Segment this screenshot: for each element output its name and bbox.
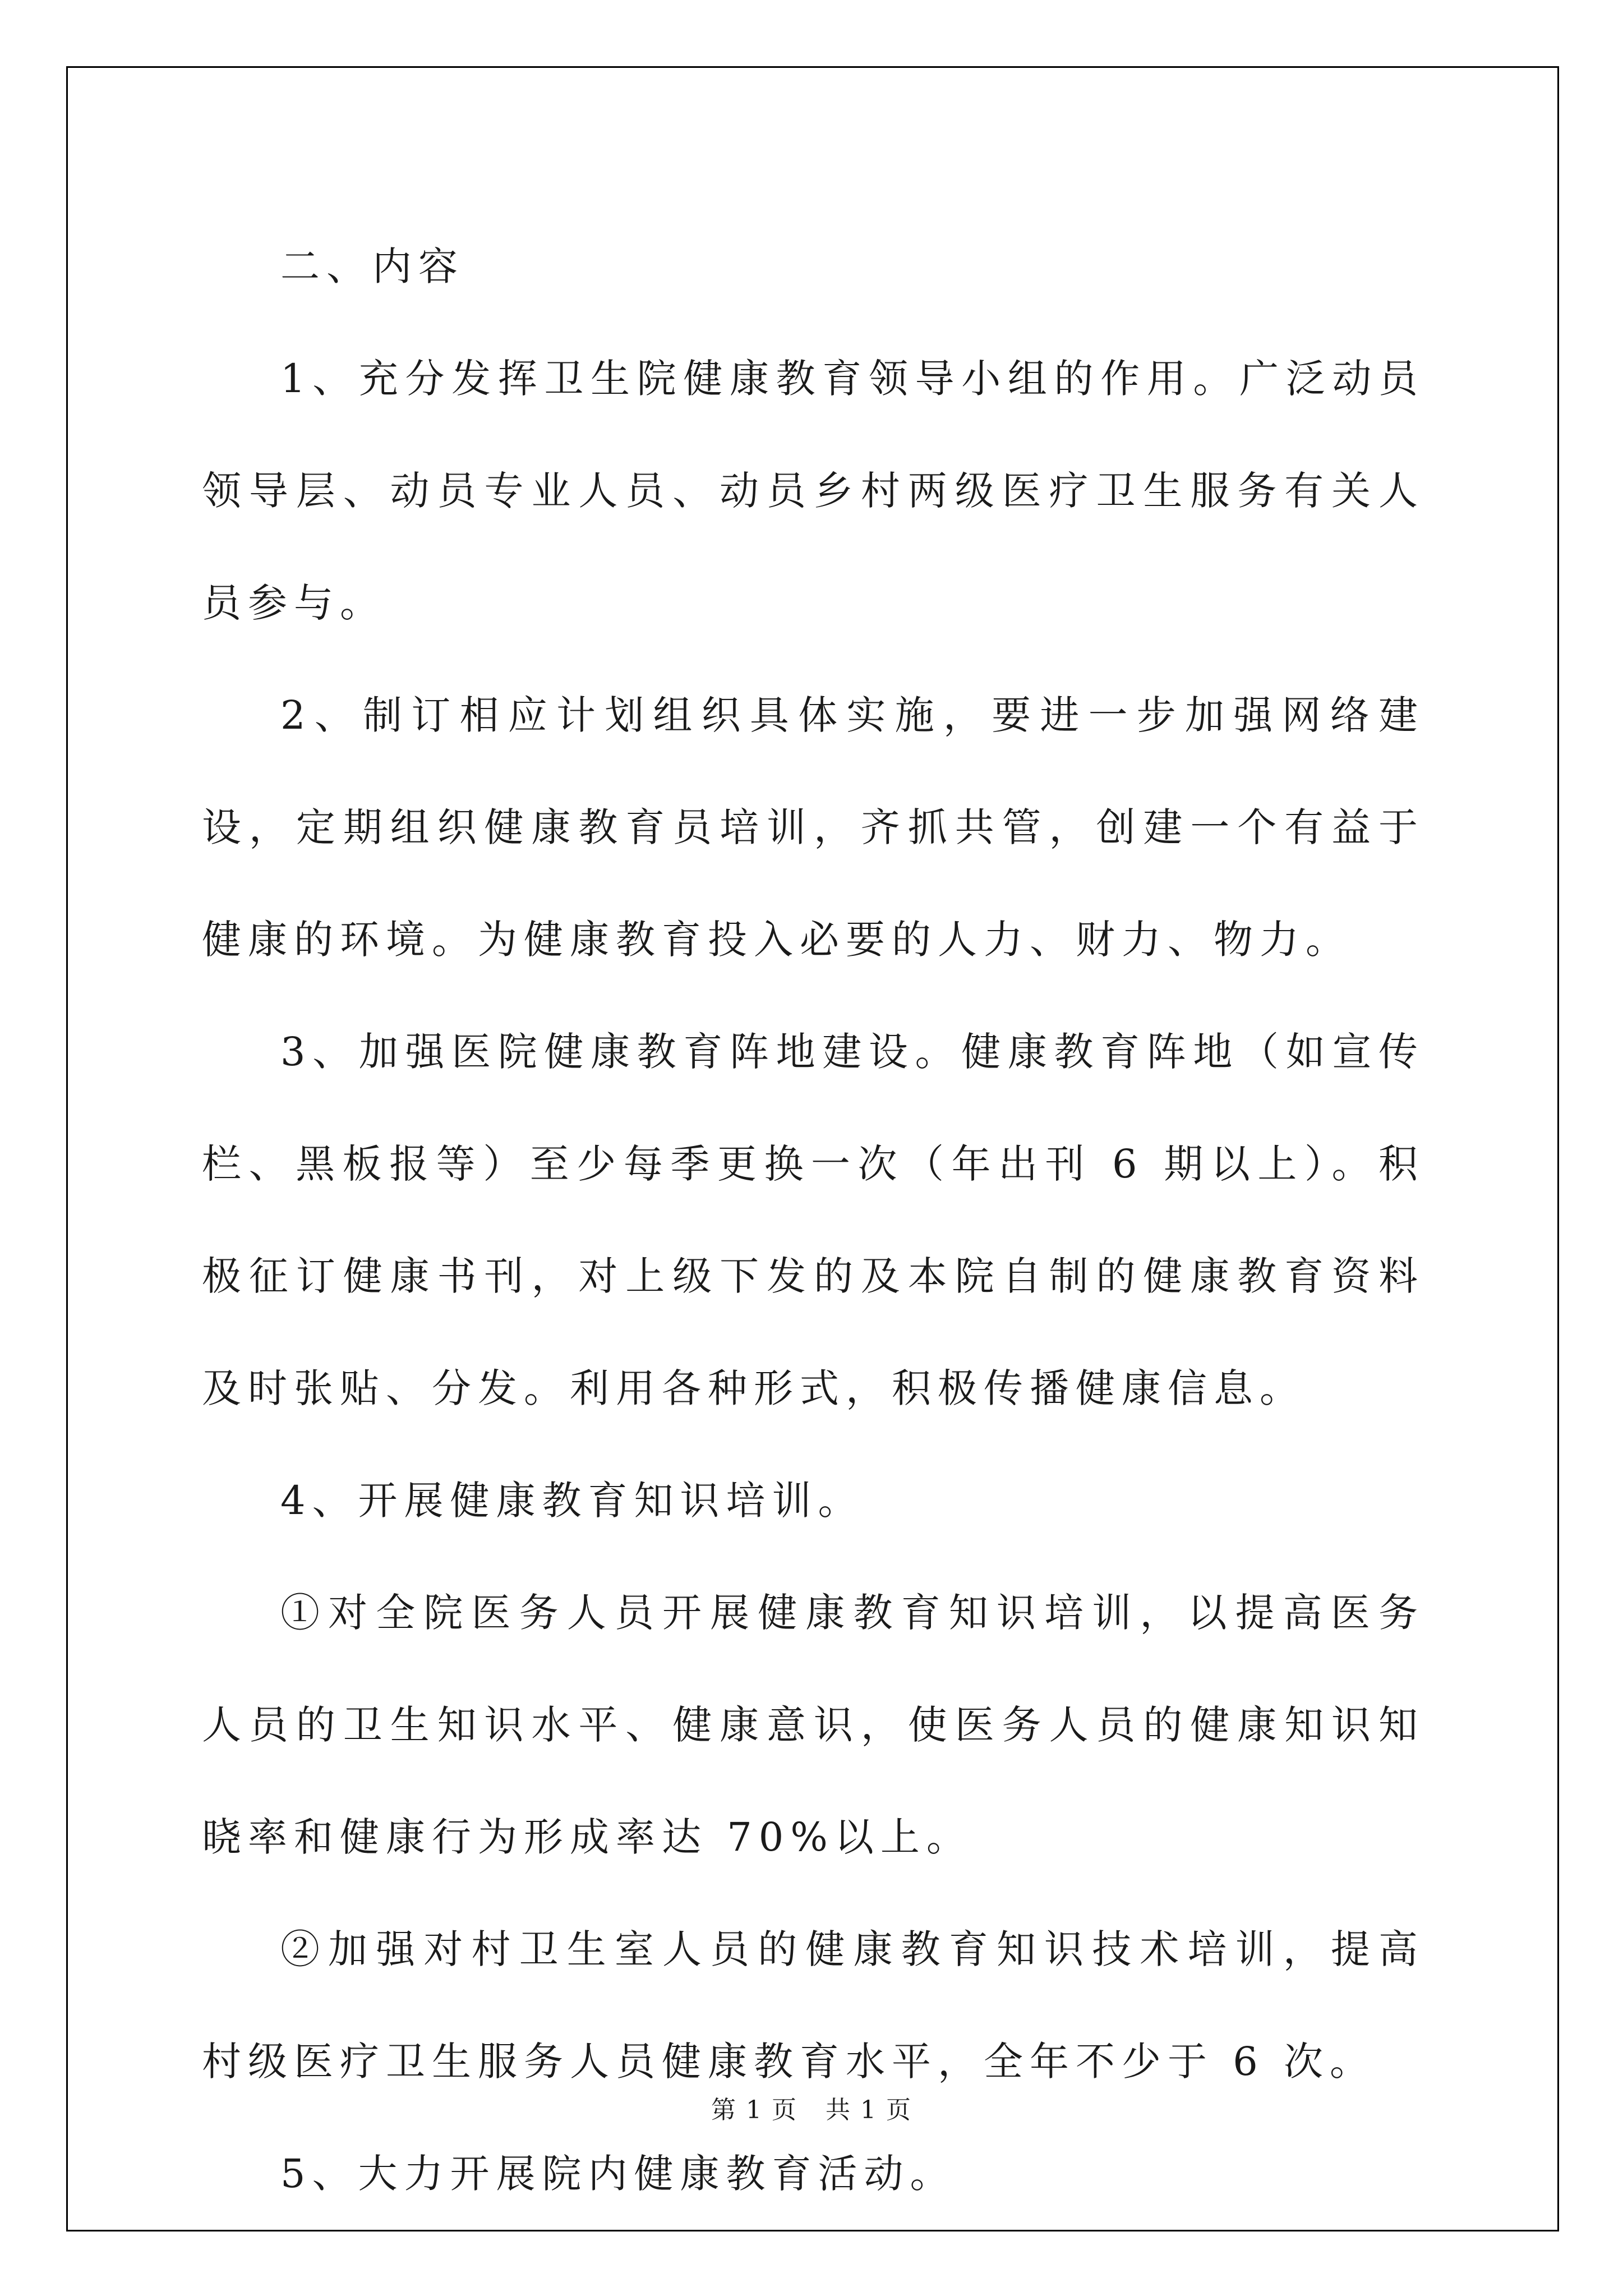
paragraph-1: 1、充分发挥卫生院健康教育领导小组的作用。广泛动员领导层、动员专业人员、动员乡村两级医疗卫生服务有关人员参与。 (202, 356, 1424, 626)
page-total: 共 1 页 (826, 2096, 912, 2124)
document-body (202, 210, 1424, 2230)
paragraph-4-item-1: ①对全院医务人员开展健康教育知识培训，以提高医务人员的卫生知识水平、健康意识，使医务人员的健康知识知晓率和健康行为形成率达 70%以上。 (202, 1590, 1424, 1860)
paragraph-5: 5、大力开展院内健康教育活动。 (280, 2151, 956, 2197)
paragraph-4: 4、开展健康教育知识培训。 (280, 1478, 864, 1524)
section-heading: 二、内容 (280, 243, 464, 289)
page-footer (0, 2090, 1623, 2125)
page-number: 第 1 页 (711, 2096, 797, 2124)
paragraph-2: 2、制订相应计划组织具体实施，要进一步加强网络建设，定期组织健康教育员培训，齐抓共管，创建一个有益于健康的环境。为健康教育投入必要的人力、财力、物力。 (202, 692, 1424, 963)
paragraph-4-item-2: ②加强对村卫生室人员的健康教育知识技术培训，提高村级医疗卫生服务人员健康教育水平，全年不少于 6 次。 (202, 1926, 1424, 2085)
paragraph-3: 3、加强医院健康教育阵地建设。健康教育阵地（如宣传栏、黑板报等）至少每季更换一次（年出刊 6 期以上）。积极征订健康书刊，对上级下发的及本院自制的健康教育资料及时张贴、分发。利用各种形式，积极传播健康信息。 (202, 1029, 1424, 1411)
